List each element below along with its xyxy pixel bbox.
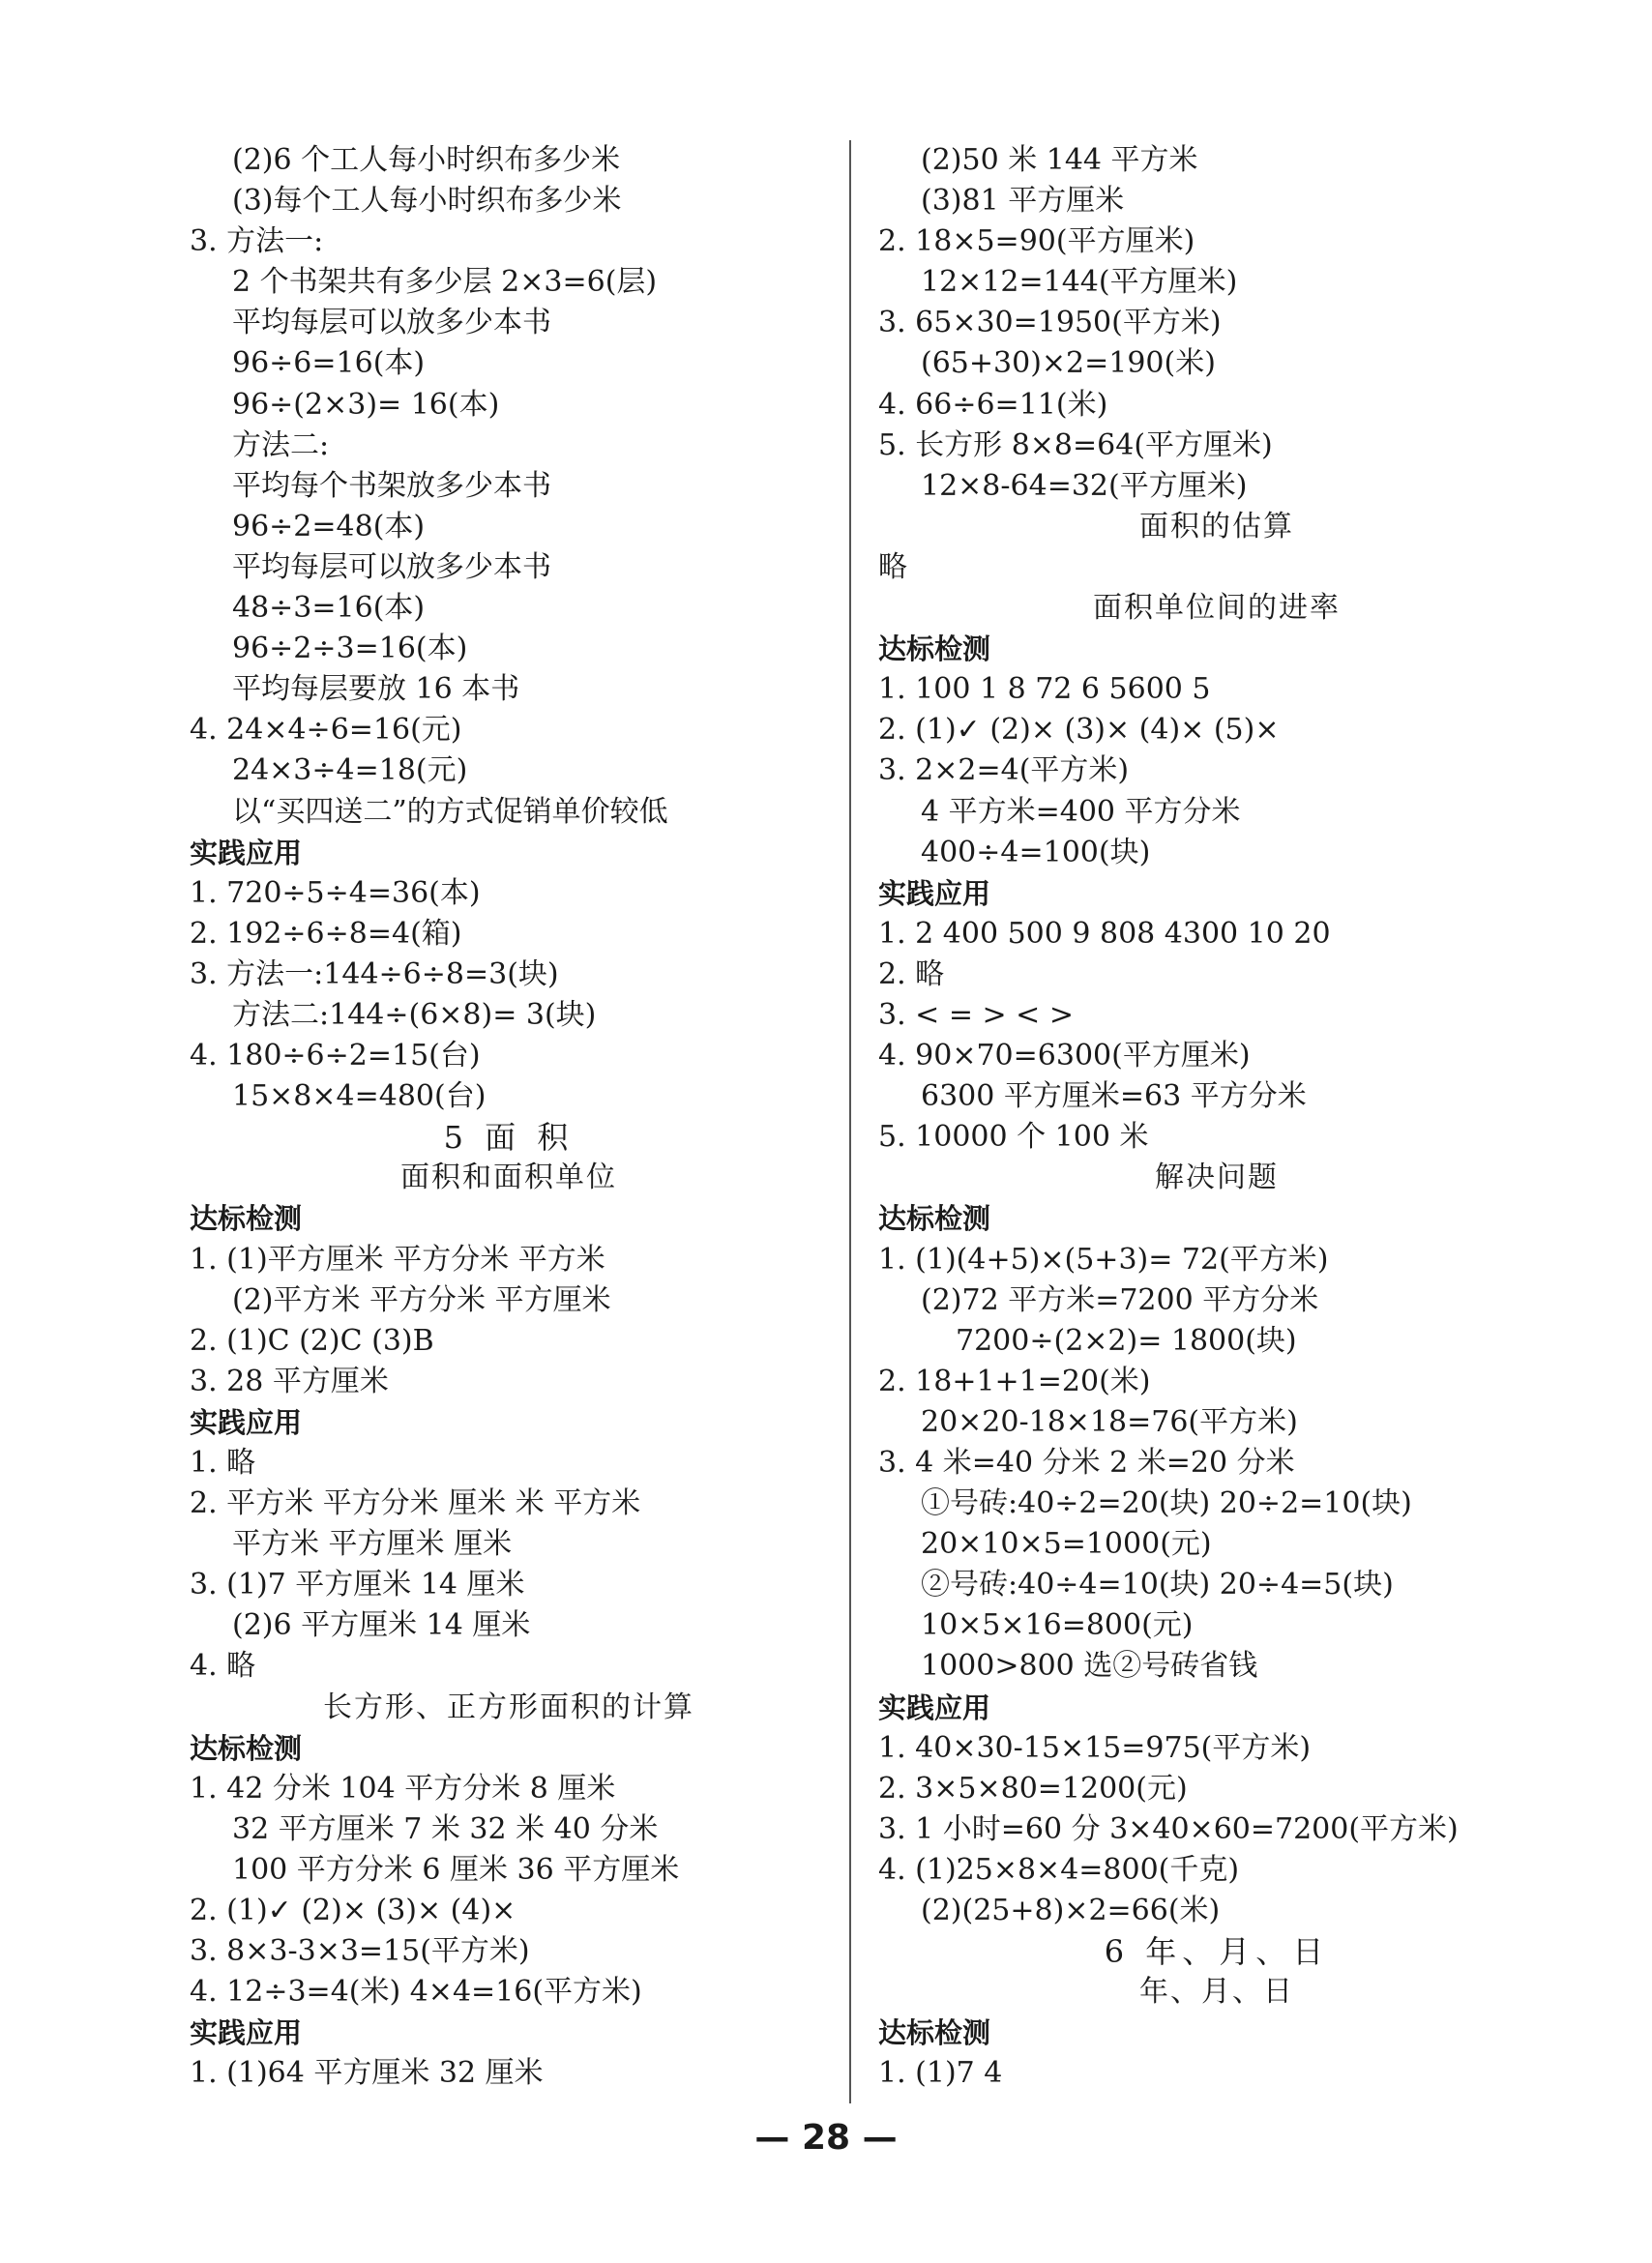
answer-line: 平方米 平方厘米 厘米 — [232, 1527, 513, 1562]
answer-line: 2. (1)✓ (2)× (3)× (4)× (5)× — [878, 713, 1280, 748]
answer-line: (2)72 平方米=7200 平方分米 — [921, 1282, 1319, 1317]
left-column — [190, 140, 828, 2095]
answer-line: 3. (1)7 平方厘米 14 厘米 — [190, 1568, 525, 1602]
answer-line: 3. 方法一: — [190, 224, 324, 259]
answer-line: 1. (1)7 4 — [878, 2056, 1003, 2091]
section-title: 6 年、月、日 — [1104, 1933, 1330, 1971]
answer-line: 4. 66÷6=11(米) — [878, 387, 1108, 422]
answer-line: 4. 12÷3=4(米) 4×4=16(平方米) — [190, 1975, 642, 2010]
answer-line: 1. 720÷5÷4=36(本) — [190, 875, 481, 910]
subsection-heading: 达标检测 — [190, 1731, 303, 1765]
answer-line: 1. (1)平方厘米 平方分米 平方米 — [190, 1242, 605, 1277]
answer-line: 96÷2=48(本) — [232, 509, 426, 544]
answer-line: 3. 2×2=4(平方米) — [878, 753, 1130, 788]
answer-line: 3. 28 平方厘米 — [190, 1364, 389, 1398]
answer-line: 20×20-18×18=76(平方米) — [921, 1404, 1298, 1439]
answer-line: 4. (1)25×8×4=800(千克) — [878, 1852, 1240, 1887]
answer-line: 3. < = > < > — [878, 997, 1074, 1032]
answer-line: 3. 4 米=40 分米 2 米=20 分米 — [878, 1446, 1295, 1480]
subsection-heading: 达标检测 — [878, 2016, 991, 2050]
answer-line: 4. 180÷6÷2=15(台) — [190, 1039, 481, 1073]
answer-line: 4. 24×4÷6=16(元) — [190, 713, 462, 748]
answer-line: (3)每个工人每小时织布多少米 — [232, 184, 622, 219]
subsection-heading: 达标检测 — [190, 1202, 303, 1236]
right-column — [878, 140, 1555, 2095]
topic-title: 面积的估算 — [1139, 509, 1294, 544]
answer-line: 2. 略 — [878, 956, 945, 991]
answer-line: ①号砖:40÷2=20(块) 20÷2=10(块) — [921, 1486, 1412, 1521]
subsection-heading: 实践应用 — [878, 876, 991, 910]
answer-line: (2)6 平方厘米 14 厘米 — [232, 1608, 531, 1643]
answer-line: 平均每层可以放多少本书 — [232, 549, 551, 584]
answer-line: 3. 8×3-3×3=15(平方米) — [190, 1934, 530, 1969]
answer-line: 平均每个书架放多少本书 — [232, 468, 551, 503]
answer-line: 5. 10000 个 100 米 — [878, 1120, 1149, 1155]
answer-line: 方法二: — [232, 427, 330, 462]
answer-line: 48÷3=16(本) — [232, 591, 426, 626]
topic-title: 解决问题 — [1155, 1161, 1279, 1195]
answer-line: 15×8×4=480(台) — [232, 1079, 487, 1114]
answer-line: 2 个书架共有多少层 2×3=6(层) — [232, 265, 658, 300]
answer-line: 3. 1 小时=60 分 3×40×60=7200(平方米) — [878, 1811, 1459, 1846]
answer-line: 1. (1)64 平方厘米 32 厘米 — [190, 2056, 544, 2091]
answer-line: (2)(25+8)×2=66(米) — [921, 1894, 1221, 1928]
answer-line: 1. 100 1 8 72 6 5600 5 — [878, 672, 1211, 707]
answer-line: 1. 2 400 500 9 808 4300 10 20 — [878, 916, 1331, 951]
answer-line: 2. 192÷6÷8=4(箱) — [190, 916, 462, 951]
subsection-heading: 达标检测 — [878, 632, 991, 666]
answer-line: 2. 18+1+1=20(米) — [878, 1364, 1151, 1398]
answer-line: 3. 65×30=1950(平方米) — [878, 306, 1222, 340]
answer-line: 平均每层可以放多少本书 — [232, 306, 551, 340]
answer-line: 12×12=144(平方厘米) — [921, 265, 1238, 300]
answer-line: 12×8-64=32(平方厘米) — [921, 468, 1248, 503]
answer-line: 1. 42 分米 104 平方分米 8 厘米 — [190, 1771, 616, 1806]
answer-line: 2. 18×5=90(平方厘米) — [878, 224, 1195, 259]
answer-line: 96÷2÷3=16(本) — [232, 632, 468, 666]
topic-title: 面积和面积单位 — [400, 1161, 617, 1195]
answer-line: 方法二:144÷(6×8)= 3(块) — [232, 997, 597, 1032]
answer-line: (3)81 平方厘米 — [921, 184, 1125, 219]
answer-line: (2)平方米 平方分米 平方厘米 — [232, 1282, 611, 1317]
answer-line: 平均每层要放 16 本书 — [232, 672, 520, 707]
subsection-heading: 实践应用 — [190, 2016, 303, 2050]
answer-line: 32 平方厘米 7 米 32 米 40 分米 — [232, 1811, 659, 1846]
answer-line: 4 平方米=400 平方分米 — [921, 794, 1241, 829]
answer-line: (2)50 米 144 平方米 — [921, 143, 1198, 177]
answer-line: 6300 平方厘米=63 平方分米 — [921, 1079, 1307, 1114]
section-title: 5 面 积 — [443, 1119, 575, 1157]
answer-line: 4. 90×70=6300(平方厘米) — [878, 1039, 1251, 1073]
answer-line: 2. (1)✓ (2)× (3)× (4)× — [190, 1894, 516, 1928]
answer-line: 2. 3×5×80=1200(元) — [878, 1771, 1188, 1806]
answer-line: 96÷6=16(本) — [232, 346, 426, 381]
subsection-heading: 达标检测 — [878, 1202, 991, 1236]
answer-line: 10×5×16=800(元) — [921, 1608, 1194, 1643]
answer-line: 400÷4=100(块) — [921, 835, 1151, 869]
subsection-heading: 实践应用 — [190, 836, 303, 869]
answer-line: 略 — [878, 549, 907, 584]
subsection-heading: 实践应用 — [878, 1690, 991, 1724]
answer-line: (65+30)×2=190(米) — [921, 346, 1216, 381]
answer-line: ②号砖:40÷4=10(块) 20÷4=5(块) — [921, 1568, 1394, 1602]
topic-title: 年、月、日 — [1139, 1975, 1294, 2010]
topic-title: 长方形、正方形面积的计算 — [323, 1690, 694, 1724]
answer-line: 1000>800 选②号砖省钱 — [921, 1649, 1258, 1684]
answer-line: 3. 方法一:144÷6÷8=3(块) — [190, 956, 559, 991]
answer-line: 2. (1)C (2)C (3)B — [190, 1323, 434, 1358]
answer-line: 1. 略 — [190, 1446, 256, 1480]
subsection-heading: 实践应用 — [190, 1405, 303, 1439]
answer-line: 以“买四送二”的方式促销单价较低 — [232, 794, 668, 829]
answer-line: 7200÷(2×2)= 1800(块) — [956, 1323, 1297, 1358]
answer-line: 96÷(2×3)= 16(本) — [232, 387, 500, 422]
answer-line: 100 平方分米 6 厘米 36 平方厘米 — [232, 1852, 680, 1887]
answer-line: 1. 40×30-15×15=975(平方米) — [878, 1730, 1312, 1765]
page-number: — 28 — — [754, 2118, 898, 2158]
column-divider — [849, 140, 851, 2103]
topic-title: 面积单位间的进率 — [1093, 591, 1341, 626]
answer-line: 24×3÷4=18(元) — [232, 753, 468, 788]
answer-line: 2. 平方米 平方分米 厘米 米 平方米 — [190, 1486, 641, 1521]
answer-line: 5. 长方形 8×8=64(平方厘米) — [878, 427, 1273, 462]
answer-line: (2)6 个工人每小时织布多少米 — [232, 143, 621, 177]
answer-line: 4. 略 — [190, 1649, 256, 1684]
answer-line: 1. (1)(4+5)×(5+3)= 72(平方米) — [878, 1242, 1329, 1277]
answer-line: 20×10×5=1000(元) — [921, 1527, 1212, 1562]
